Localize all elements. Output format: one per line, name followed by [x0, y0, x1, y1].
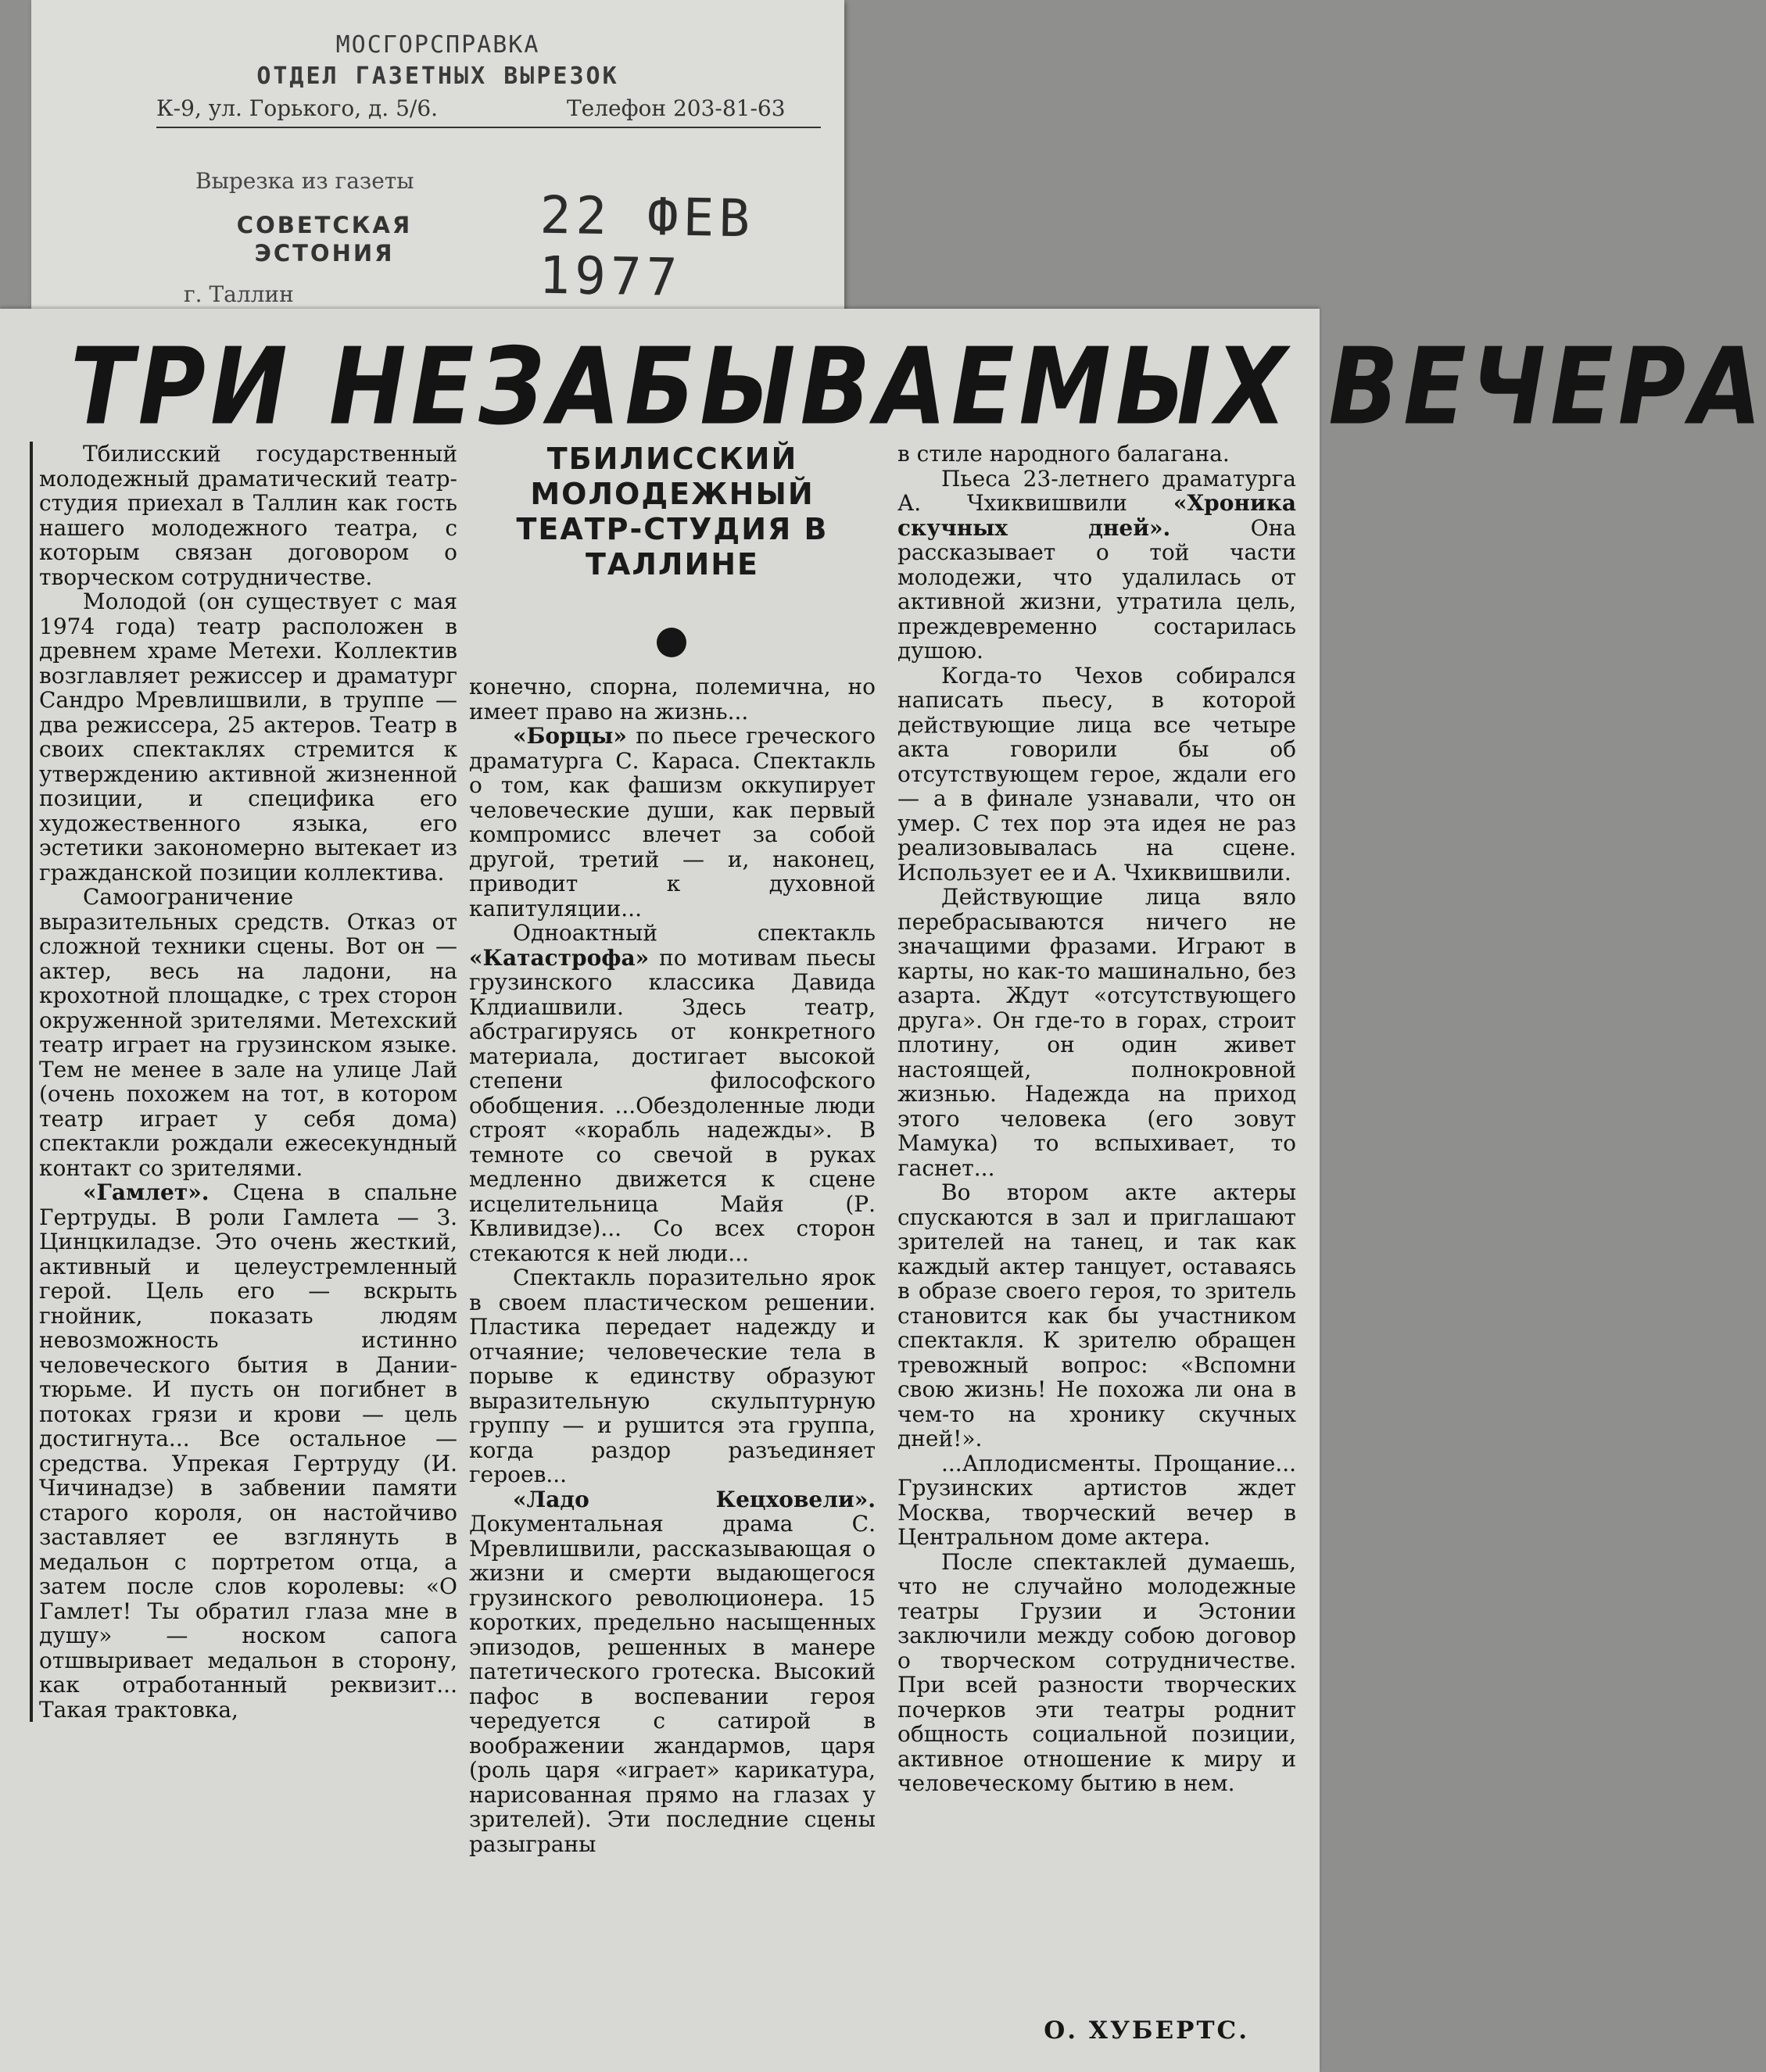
- stamp-city: г. Таллин: [184, 281, 294, 307]
- article-subheadline: ТБИЛИССКИЙ МОЛОДЕЖНЫЙ ТЕАТР-СТУДИЯ В ТАЛЛИНЕ: [516, 442, 829, 582]
- stamp-phone: Телефон 203-81-63: [567, 95, 786, 121]
- article-headline: ТРИ НЕЗАБЫВАЕМЫХ ВЕЧЕРА: [70, 324, 1766, 449]
- play-title: «Хроника скучных дней».: [897, 490, 1296, 541]
- play-title: «Ладо Кецховели».: [513, 1486, 876, 1512]
- paragraph: После спектаклей думаешь, что не случайно молодежные театры Грузии и Эстонии заключили между собою договор о творческом сотрудничестве. При всей разности творческих почерков эти театры роднит общность социальной позиции, активное отношение к миру и человеческому бытию в нем.: [897, 1548, 1296, 1796]
- paragraph-text: Она рассказывает о той части молодежи, что удалилась от активной жизни, утратила цель, преждевременно состарилась душою.: [897, 514, 1296, 664]
- paragraph: в стиле народного балагана.: [897, 441, 1230, 467]
- paragraph-text: по пьесе греческого драматурга С. Караса. Спектакль о том, как фашизм оккупирует человеческие души, как первый компромисс влечет за собой другой, третий — и, наконец, приводит к духовной капитуляции...: [469, 723, 876, 921]
- paragraph: Действующие лица вяло перебрасываются ничего не значащими фразами. Играют в карты, но как-то машинально, без азарта. Ждут «отсутствующего друга». Он где-то в горах, строит плотину, он один живет настоящей, полнокровной жизнью. Надежда на приход этого человека (его зовут Мамука) то вспыхивает, то гаснет...: [897, 884, 1296, 1181]
- paragraph: [897, 467, 1296, 664]
- paragraph: [469, 1487, 876, 1857]
- paragraph-text: по мотивам пьесы грузинского классика Давида Клдиашвили. Здесь театр, абстрагируясь от конкретного материала, достигает высокой степени философского обобщения. ...Обездоленные люди строят «корабль надежды». В темноте со свечой в руках медленно движется к сцене исцелительница Майя (Р. Квливидзе)... Со всех сторон стекаются к ней люди...: [469, 944, 876, 1266]
- paragraph: Тбилисский государственный молодежный драматический театр-студия приехал в Таллин как гость нашего молодежного театра, с которым связан договором о творческом сотрудничестве.: [39, 441, 457, 590]
- paragraph: [469, 724, 876, 921]
- paragraph: конечно, спорна, полемична, но имеет право на жизнь...: [469, 674, 876, 725]
- stamp-newspaper-name: [235, 211, 414, 267]
- article-column-1: [30, 442, 457, 1722]
- paragraph: Самоограничение выразительных средств. Отказ от сложной техники сцены. Вот он — актер, весь на ладони, на крохотной площадке, с трех сторон окруженной зрителями. Метехский театр играет на грузинском языке. Тем не менее в зале на улице Лай (очень похожем на тот, в котором театр играет у себя дома) спектакли рождали ежесекундный контакт со зрителями.: [39, 884, 457, 1181]
- article-column-2: [469, 675, 876, 1856]
- paragraph-text: Документальная драма С. Мревлишвили, рассказывающая о жизни и смерти выдающегося грузинского революционера. 15 коротких, предельно насыщенных эпизодов, решенных в манере патетического гротеска. Высокий пафос в воспевании героя чередуется с сатирой в воображении жандармов, царя (роль царя «играет» карикатура, нарисованная прямо на глазах у зрителей). Эти последние сцены разыграны: [469, 1511, 876, 1857]
- stamp-newspaper-line2: ЭСТОНИЯ: [254, 240, 395, 267]
- play-title: «Борцы»: [513, 723, 627, 749]
- article-author: О. ХУБЕРТС.: [1044, 2017, 1249, 2045]
- stamp-department: ОТДЕЛ ГАЗЕТНЫХ ВЫРЕЗОК: [256, 63, 619, 90]
- stamp-date: 22 ФЕВ 1977: [538, 184, 755, 308]
- paragraph: Спектакль поразительно ярок в своем пластическом решении. Пластика передает надежду и отчаяние; человеческие тела в порыве к единству образуют выразительную скульптурную группу — и рушится эта группа, когда раздор разъединяет героев...: [469, 1265, 876, 1487]
- paragraph: Молодой (он существует с мая 1974 года) театр расположен в древнем храме Метехи. Коллектив возглавляет режиссер и драматург Сандро Мревлишвили, в труппе — два режиссера, 25 актеров. Театр в своих спектаклях стремится к утверждению активной жизненной позиции, и специфика его художественного языка, его эстетики закономерно вытекает из гражданской позиции коллектива.: [39, 589, 457, 886]
- play-title: «Гамлет».: [83, 1179, 210, 1205]
- stamp-clip-label: Вырезка из газеты: [195, 168, 414, 194]
- paragraph-text: Сцена в спальне Гертруды. В роли Гамлета — З. Цинцкиладзе. Это очень жесткий, активный и целеустремленный герой. Цель его — вскрыть гнойник, показать людям невозможность истинно человеческого бытия в Дании-тюрьме. И пусть он погибнет в потоках грязи и крови — цель достигнута... Все остальное — средства. Упрекая Гертруду (И. Чичинадзе) в забвении памяти старого короля, он настойчиво заставляет ее взглянуть в медальон с портретом отца, а затем после слов королевы: «О Гамлет! Ты обратил глаза мне в душу» — носком сапога отшвыривает медальон в сторону, как отработанный реквизит... Такая трактовка,: [39, 1179, 457, 1723]
- archive-stamp: [31, 0, 844, 328]
- paragraph: ...Аплодисменты. Прощание... Грузинских артистов ждет Москва, творческий вечер в Центральном доме актера.: [897, 1450, 1296, 1550]
- newspaper-clipping: [0, 309, 1766, 2072]
- bullet-dot-icon: [657, 628, 686, 657]
- paragraph: Когда-то Чехов собирался написать пьесу, в которой действующие лица все четыре акта говорили бы об отсутствующем герое, ждали его — а в финале узнавали, что он умер. С тех пор эта идея не раз реализовывалась на сцене. Использует ее и А. Чхиквишвили.: [897, 662, 1296, 886]
- play-title: «Катастрофа»: [469, 944, 650, 971]
- stamp-newspaper-line1: СОВЕТСКАЯ: [236, 212, 413, 238]
- paragraph: [469, 921, 876, 1265]
- stamp-organization: МОСГОРСПРАВКА: [335, 31, 540, 59]
- paragraph-text: Одноактный спектакль: [513, 920, 876, 946]
- stamp-address: К-9, ул. Горького, д. 5/6.: [156, 95, 439, 121]
- paragraph-text: Пьеса 23-летнего драматурга А. Чхиквишвили: [897, 465, 1296, 516]
- article-column-3: [897, 442, 1296, 1796]
- paragraph: Во втором акте актеры спускаются в зал и приглашают зрителей на танец, и так как каждый актер танцует, оставаясь в образе своего героя, то зритель становится как бы участником спектакля. К зрителю обращен тревожный вопрос: «Вспомни свою жизнь! Не похожа ли она в чем-то на хронику скучных дней!».: [897, 1179, 1296, 1451]
- paragraph: [39, 1180, 457, 1722]
- stamp-divider: [156, 127, 821, 128]
